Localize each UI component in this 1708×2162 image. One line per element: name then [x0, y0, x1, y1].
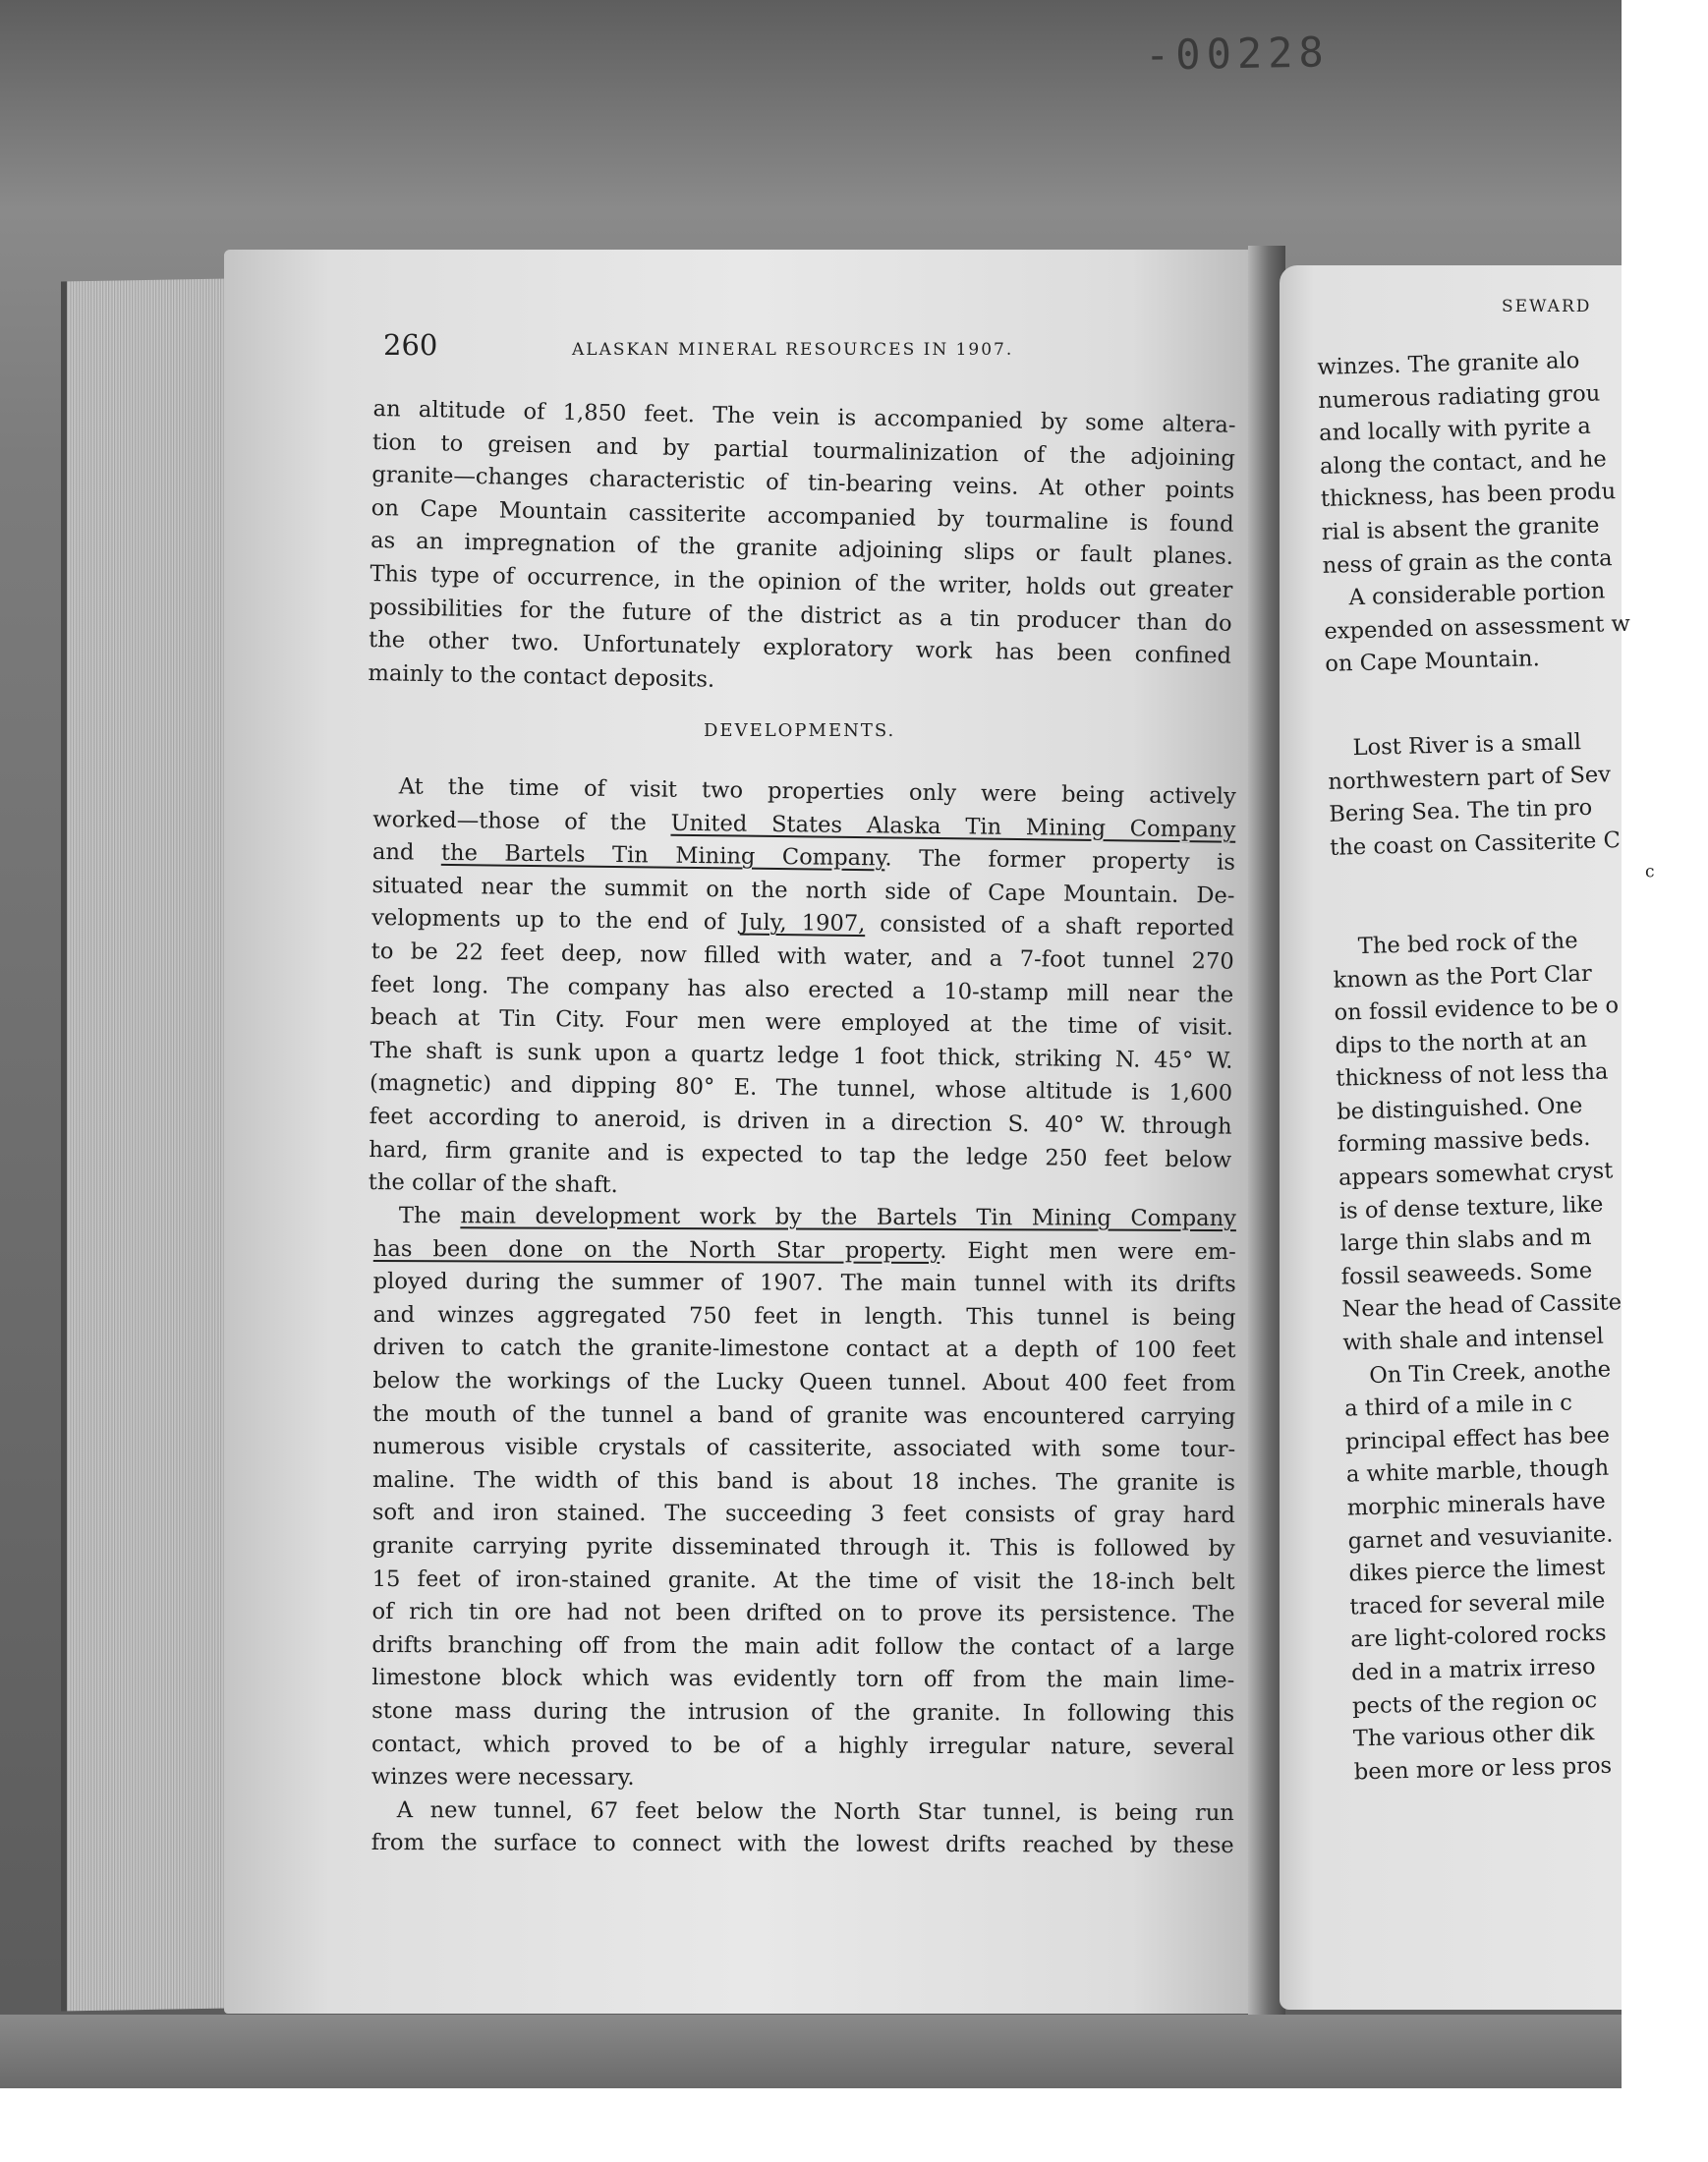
text-line: be distinguished. One [1336, 1093, 1583, 1125]
text-line: dikes pierce the limest [1348, 1554, 1606, 1587]
text-line: At the time of visit two properties only were being actively [398, 773, 1236, 810]
text-line: beach at Tin City. Four men were employed at the time of visit. [370, 1004, 1234, 1041]
text-line: northwestern part of Sev [1328, 761, 1612, 795]
underlined-company-name: United States Alaska Tin Mining Company [670, 810, 1236, 843]
text-line: been more or less pros [1353, 1752, 1613, 1786]
text-line: contact, which proved to be of a highly irregular nature, several [371, 1731, 1235, 1760]
text-line: garnet and vesuvianite. [1347, 1521, 1614, 1555]
text-line: mainly to the contact deposits. [368, 659, 715, 693]
running-head-title: ALASKAN MINERAL RESOURCES IN 1907. [572, 340, 1014, 360]
text-line: numerous radiating grou [1317, 380, 1601, 414]
text-run: worked—those of the [372, 806, 671, 836]
text-line: appears somewhat cryst [1338, 1158, 1614, 1191]
text-line: the coast on Cassiterite C [1329, 826, 1622, 861]
text-line: thickness, has been produ [1320, 479, 1617, 513]
text-line: ployed during the summer of 1907. The main tunnel with its drifts [372, 1269, 1236, 1298]
text-line: to be 22 feet deep, now filled with water, and a 7-foot tunnel 270 [370, 938, 1234, 975]
text-line: on fossil evidence to be o [1334, 993, 1620, 1026]
text-line: forming massive beds. [1337, 1125, 1591, 1159]
text-line: a third of a mile in c [1343, 1390, 1573, 1422]
text-line: morphic minerals have [1346, 1488, 1606, 1521]
text-line: with shale and intensel [1342, 1323, 1605, 1356]
text-line: soft and iron stained. The succeeding 3 feet consists of gray hard [371, 1500, 1235, 1529]
underlined-phrase: has been done on the North Star property [372, 1235, 940, 1264]
text-line: the mouth of the tunnel a band of granite was encountered carrying [372, 1400, 1236, 1430]
text-line: traced for several mile [1349, 1587, 1606, 1621]
table-surface [0, 2015, 1622, 2088]
text-line: The shaft is sunk upon a quartz ledge 1 foot thick, striking N. 45° W. [370, 1037, 1233, 1074]
text-run: and [371, 839, 442, 867]
text-run: velopments up to the end of [371, 905, 741, 936]
text-line: stone mass during the intrusion of the granite. In following this [371, 1697, 1235, 1727]
underlined-company-name: the Bartels Tin Mining Company [440, 840, 885, 872]
text-line: as an impregnation of the granite adjoining slips or fault planes. [370, 528, 1234, 571]
right-page-text [1317, 343, 1708, 1790]
text-line: driven to catch the granite-limestone contact at a depth of 100 feet [372, 1335, 1236, 1364]
text-line: on Cape Mountain. [1324, 646, 1541, 678]
text-line: thickness of not less tha [1336, 1058, 1609, 1093]
text-line: numerous visible crystals of cassiterite, associated with some tour- [372, 1434, 1236, 1463]
paragraph-2 [369, 770, 1236, 1210]
text-line: Bering Sea. The tin pro [1328, 794, 1593, 827]
text-line: granite—changes characteristic of tin-bearing veins. At other points [371, 462, 1235, 505]
text-line: feet according to aneroid, is driven in a direction S. 40° W. through [369, 1103, 1232, 1140]
section-heading: DEVELOPMENTS. [704, 720, 896, 741]
text-line: dips to the north at an [1335, 1026, 1588, 1059]
text-line: below the workings of the Lucky Queen tunnel. About 400 feet from [372, 1367, 1236, 1397]
text-line: and winzes aggregated 750 feet in length. This tunnel is being [372, 1301, 1236, 1331]
text-run: The [398, 1203, 461, 1229]
text-line: On Tin Creek, anothe [1368, 1356, 1612, 1389]
scan-number: -00228 [1144, 28, 1331, 80]
text-line [373, 1200, 1236, 1236]
book-page-edges [61, 279, 229, 2012]
text-line: granite carrying pyrite disseminated through it. This is followed by [371, 1532, 1235, 1563]
text-line: a white marble, though [1345, 1455, 1610, 1489]
text-line: The bed rock of the [1357, 928, 1578, 960]
text-line: limestone block which was evidently torn off from the main lime- [371, 1665, 1235, 1694]
left-running-head [383, 328, 1209, 373]
page-number: 260 [383, 328, 438, 362]
text-line: A considerable portion [1348, 578, 1606, 611]
text-line: hard, firm granite and is expected to tap the ledge 250 feet below [369, 1136, 1232, 1173]
text-line: possibilities for the future of the district as a tin producer than do [369, 594, 1232, 637]
text-line: expended on assessment w [1324, 610, 1631, 645]
text-line: drifts branching off from the main adit follow the contact of a large [371, 1631, 1235, 1661]
text-line: maline. The width of this band is about 18 inches. The granite is [371, 1466, 1236, 1496]
text-line: ness of grain as the conta [1322, 544, 1613, 579]
underlined-phrase: main development work by the Bartels Tin Mining Company [460, 1203, 1236, 1232]
text-line: along the contact, and he [1319, 446, 1608, 480]
text-line: principal effect has bee [1344, 1422, 1611, 1455]
text-line: large thin slabs and m [1339, 1224, 1592, 1257]
text-line [373, 1233, 1236, 1270]
text-line: (magnetic) and dipping 80° E. The tunnel, whose altitude is 1,600 [369, 1070, 1233, 1108]
text-line: and locally with pyrite a [1318, 413, 1592, 447]
text-line: the other two. Unfortunately exploratory work has been confined [368, 627, 1232, 669]
text-line: from the surface to connect with the lowest drifts reached by these [370, 1830, 1234, 1859]
text-line: fossil seaweeds. Some [1340, 1257, 1593, 1290]
text-line: The various other dik [1352, 1720, 1595, 1752]
text-line: pects of the region oc [1351, 1686, 1598, 1720]
text-line: is of dense texture, like [1338, 1191, 1604, 1224]
paragraph-1 [368, 393, 1236, 707]
text-line: 15 feet of iron-stained granite. At the time of visit the 18-inch belt [371, 1565, 1235, 1595]
text-run: . Eight men were em- [939, 1237, 1236, 1265]
text-line: This type of occurrence, in the opinion of the writer, holds out greater [370, 560, 1233, 603]
text-line: A new tunnel, 67 feet below the North Star tunnel, is being run [396, 1796, 1234, 1826]
text-line: the collar of the shaft. [368, 1169, 618, 1199]
text-line: Near the head of Cassite [1341, 1289, 1623, 1324]
text-line: ded in a matrix irreso [1350, 1654, 1596, 1686]
text-line: known as the Port Clar [1333, 960, 1593, 994]
text-line: winzes were necessary. [370, 1764, 635, 1792]
text-line: on Cape Mountain cassiterite accompanied by tourmaline is found [370, 494, 1234, 538]
text-line: of rich tin ore had not been drifted on to prove its persistence. The [371, 1599, 1235, 1628]
text-line: an altitude of 1,850 feet. The vein is accompanied by some altera- [372, 395, 1236, 438]
text-line: Lost River is a small [1352, 729, 1582, 762]
underlined-date: July, 1907, [739, 909, 866, 938]
text-line: are light-colored rocks [1349, 1621, 1607, 1653]
spacer [1326, 672, 1680, 732]
text-run: . The former property is [884, 845, 1236, 876]
right-running-head: SEWARD [1502, 297, 1592, 316]
section-heading-fragment: c [1644, 862, 1655, 882]
text-line: situated near the summit on the north side of Cape Mountain. De- [371, 872, 1235, 909]
text-line: tion to greisen and by partial tourmalinization of the adjoining [371, 428, 1236, 472]
text-line: rial is absent the granite [1321, 512, 1600, 545]
text-run: consisted of a shaft reported [865, 911, 1235, 942]
paragraph-3 [371, 1200, 1236, 1863]
text-line: winzes. The granite alo [1317, 348, 1580, 380]
text-line: feet long. The company has also erected a 10-stamp mill near the [370, 971, 1234, 1008]
